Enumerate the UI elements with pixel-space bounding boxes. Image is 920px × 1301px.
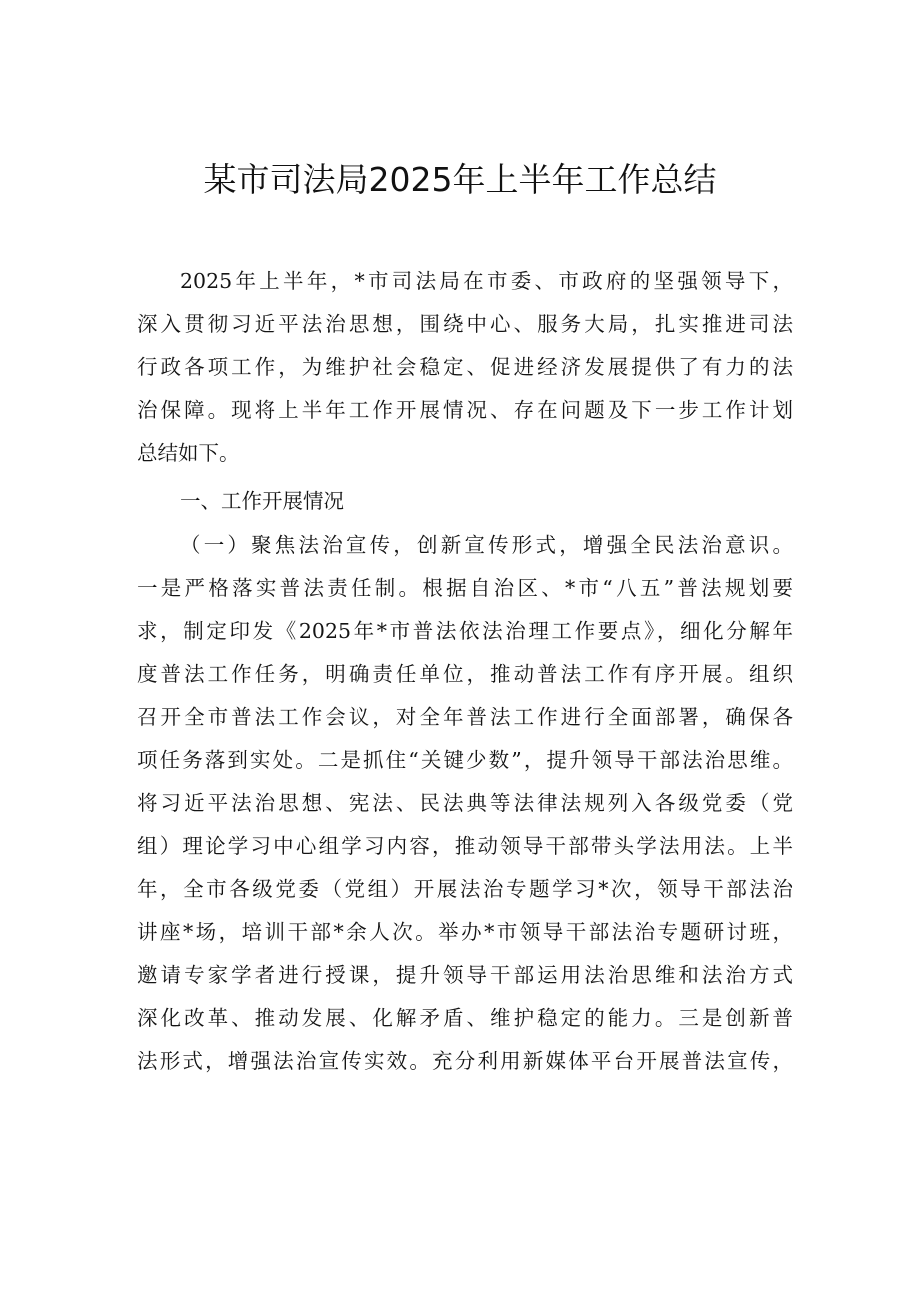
body-line-11: 邀请专家学者进行授课，提升领导干部运用法治思维和法治方式	[137, 963, 793, 987]
intro-line-3: 行政各项工作，为维护社会稳定、促进经济发展提供了有力的法	[137, 355, 793, 379]
body-line-3: 求，制定印发《2025年*市普法依法治理工作要点》，细化分解年	[137, 619, 793, 643]
intro-line-4: 治保障。现将上半年工作开展情况、存在问题及下一步工作计划	[137, 398, 793, 422]
body-line-13: 法形式，增强法治宣传实效。充分利用新媒体平台开展普法宣传，	[137, 1049, 793, 1073]
body-line-7: 将习近平法治思想、宪法、民法典等法律法规列入各级党委（党	[137, 791, 793, 815]
body-line-8: 组）理论学习中心组学习内容，推动领导干部带头学法用法。上半	[137, 834, 793, 858]
body-line-5: 召开全市普法工作会议，对全年普法工作进行全面部署，确保各	[137, 705, 793, 729]
body-line-9: 年，全市各级党委（党组）开展法治专题学习*次，领导干部法治	[137, 877, 793, 901]
document-title: 某市司法局2025年上半年工作总结	[203, 160, 717, 199]
body-line-2: 一是严格落实普法责任制。根据自治区、*市“八五”普法规划要	[137, 576, 793, 600]
body-line-1: （一）聚焦法治宣传，创新宣传形式，增强全民法治意识。	[180, 533, 793, 557]
body-line-6: 项任务落到实处。二是抓住“关键少数”，提升领导干部法治思维。	[137, 748, 793, 772]
intro-line-5: 总结如下。	[137, 441, 240, 465]
intro-line-2: 深入贯彻习近平法治思想，围绕中心、服务大局，扎实推进司法	[137, 312, 793, 336]
section-heading: 一、工作开展情况	[180, 489, 344, 513]
body-line-12: 深化改革、推动发展、化解矛盾、维护稳定的能力。三是创新普	[137, 1006, 793, 1030]
body-line-10: 讲座*场，培训干部*余人次。举办*市领导干部法治专题研讨班，	[137, 920, 793, 944]
intro-line-1: 2025年上半年，*市司法局在市委、市政府的坚强领导下，	[180, 269, 793, 293]
body-line-4: 度普法工作任务，明确责任单位，推动普法工作有序开展。组织	[137, 662, 793, 686]
